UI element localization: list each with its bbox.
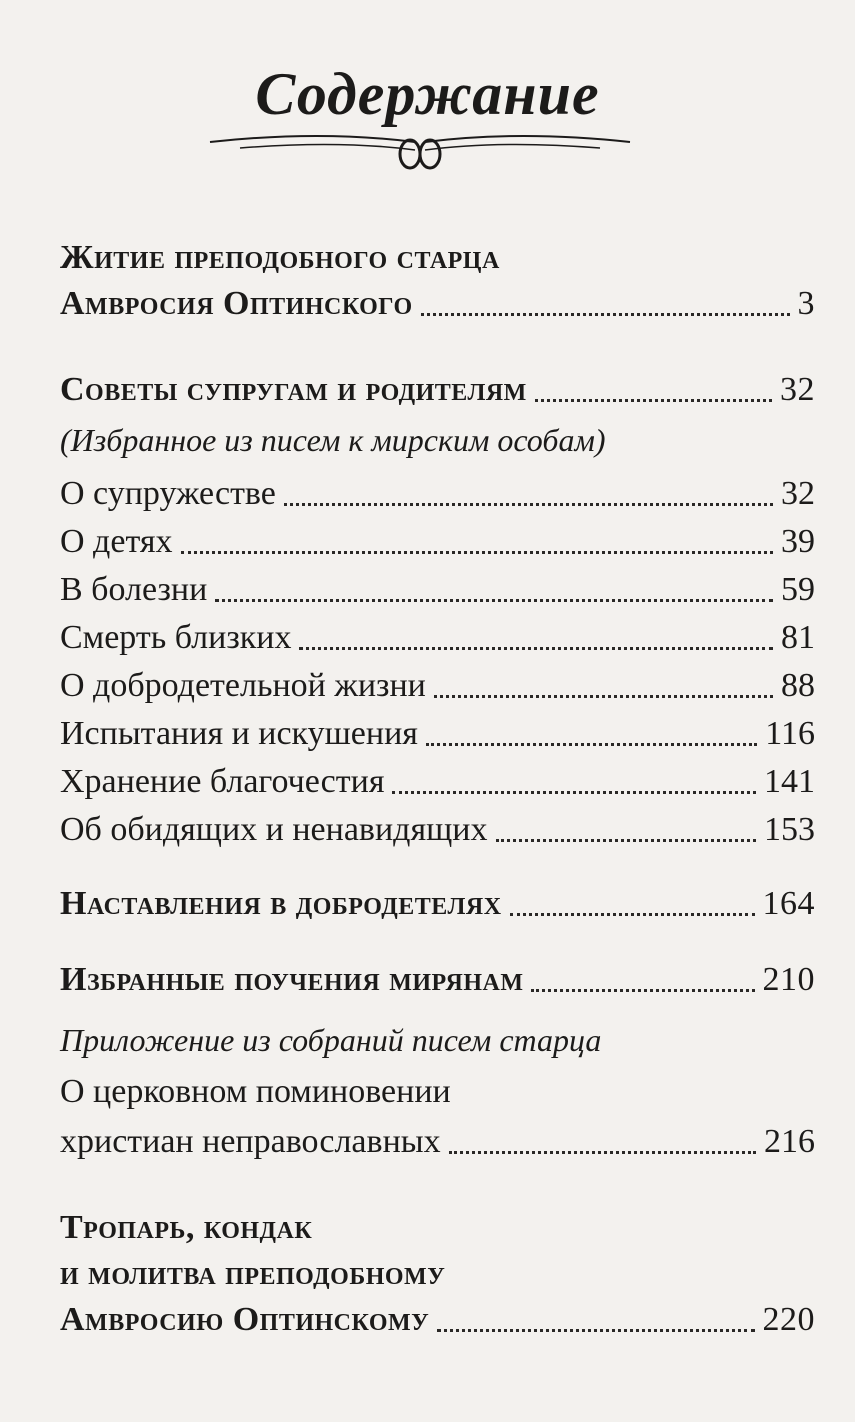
toc-entry-page: 39 xyxy=(781,523,815,560)
leader-dots xyxy=(421,313,790,316)
toc-entry xyxy=(60,1298,815,1342)
toc-entry xyxy=(60,712,815,756)
toc-entry-label: Наставления в добродетелях xyxy=(60,885,502,922)
toc-entry-label: Тропарь, кондак xyxy=(60,1209,313,1246)
toc-entry-page: 81 xyxy=(781,619,815,656)
toc-entry-label: Приложение из собраний писем старца xyxy=(60,1022,602,1058)
toc-entry xyxy=(60,568,815,612)
toc-entry-page: 32 xyxy=(780,371,815,408)
toc-entry xyxy=(60,520,815,564)
toc-entry xyxy=(60,1252,815,1296)
toc-entry-page: 88 xyxy=(781,667,815,704)
toc-entry-label: Житие преподобного старца xyxy=(60,239,500,276)
toc-entry-label: Хранение благочестия xyxy=(60,763,385,800)
toc-entry-label: (Избранное из писем к мирским особам) xyxy=(60,422,606,458)
toc-entry-page: 216 xyxy=(764,1123,815,1160)
toc-entry xyxy=(60,808,815,852)
toc-entry-page: 116 xyxy=(765,715,815,752)
toc-entry-page: 59 xyxy=(781,571,815,608)
toc-entry xyxy=(60,616,815,660)
leader-dots xyxy=(449,1151,756,1154)
toc-entry xyxy=(60,1206,815,1250)
toc-entry-page: 153 xyxy=(764,811,815,848)
toc-entry-label: Советы супругам и родителям xyxy=(60,371,527,408)
leader-dots xyxy=(215,599,773,602)
toc-entry-page: 32 xyxy=(781,475,815,512)
leader-dots xyxy=(535,399,772,402)
toc-entry xyxy=(60,664,815,708)
toc-entry-page: 220 xyxy=(762,1301,815,1338)
toc-entry xyxy=(60,236,815,280)
toc-entry xyxy=(60,1018,815,1062)
toc-entry-label: О детях xyxy=(60,523,173,560)
toc-entry-label: О супружестве xyxy=(60,475,276,512)
leader-dots xyxy=(299,647,773,650)
leader-dots xyxy=(284,503,773,506)
leader-dots xyxy=(437,1329,754,1332)
toc-entry-page: 141 xyxy=(764,763,815,800)
leader-dots xyxy=(510,913,755,916)
toc-entry-label: и молитва преподобному xyxy=(60,1255,446,1292)
toc-entry-page: 3 xyxy=(797,285,815,322)
leader-dots xyxy=(531,989,754,992)
toc-entry xyxy=(60,418,815,462)
toc-entry-label: Амвросия Оптинского xyxy=(60,285,413,322)
toc-entry-page: 164 xyxy=(762,885,815,922)
leader-dots xyxy=(496,839,757,842)
toc-entry xyxy=(60,882,815,926)
toc-entry-label: О церковном поминовении xyxy=(60,1073,451,1110)
toc-entry-label: Избранные поучения мирянам xyxy=(60,961,524,998)
toc-entry-label: христиан неправославных xyxy=(60,1123,441,1160)
toc-entry xyxy=(60,282,815,326)
leader-dots xyxy=(392,791,756,794)
toc-entry xyxy=(60,1070,815,1114)
toc-entry-label: В болезни xyxy=(60,571,208,608)
toc-entry-page: 210 xyxy=(762,961,815,998)
toc-entry xyxy=(60,760,815,804)
toc-entry xyxy=(60,1120,815,1164)
toc-entry xyxy=(60,958,815,1002)
toc-entry xyxy=(60,472,815,516)
page-title: Содержание xyxy=(255,61,600,127)
toc-entry-label: Амвросию Оптинскому xyxy=(60,1301,430,1338)
toc-entry-label: Об обидящих и ненавидящих xyxy=(60,811,488,848)
toc-entry-label: О добродетельной жизни xyxy=(60,667,426,704)
toc-entry-label: Испытания и искушения xyxy=(60,715,418,752)
toc-entry-label: Смерть близких xyxy=(60,619,292,656)
leader-dots xyxy=(181,551,774,554)
leader-dots xyxy=(426,743,757,746)
leader-dots xyxy=(434,695,773,698)
title-ornament-icon xyxy=(200,120,640,180)
toc-entry xyxy=(60,368,815,412)
